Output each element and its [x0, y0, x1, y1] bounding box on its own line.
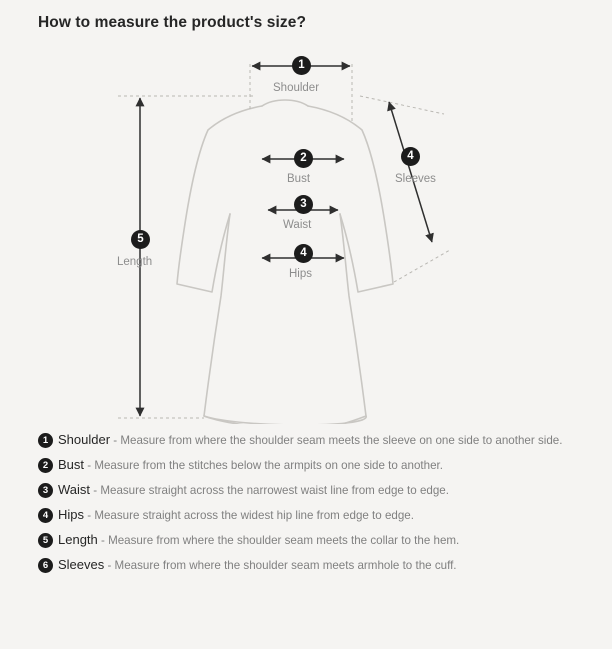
list-item	[38, 432, 578, 448]
label-length: Length	[117, 256, 153, 268]
list-item	[38, 482, 578, 498]
badge-hips: 4	[294, 244, 313, 263]
legend-badge: 2	[38, 458, 53, 473]
legend-desc: - Measure straight across the widest hip line from edge to edge.	[84, 509, 414, 522]
legend-term: Hips	[58, 507, 85, 522]
legend-desc: - Measure straight across the narrowest waist line from edge to edge.	[90, 484, 449, 497]
legend-desc: - Measure from the stitches below the armpits on one side to another.	[84, 459, 443, 472]
label-bust: Bust	[287, 173, 311, 185]
legend-badge: 3	[38, 483, 53, 498]
legend-term: Waist	[58, 482, 91, 497]
dress-illustration	[0, 44, 612, 424]
label-sleeves: Sleeves	[395, 173, 436, 185]
legend-term: Length	[58, 532, 98, 547]
badge-sleeves: 4	[401, 147, 420, 166]
badge-waist: 3	[294, 195, 313, 214]
badge-bust: 2	[294, 149, 313, 168]
badge-length: 5	[131, 230, 150, 249]
legend-desc: - Measure from where the shoulder seam meets the sleeve on one side to another side.	[110, 434, 563, 447]
legend-desc: - Measure from where the shoulder seam meets the collar to the hem.	[97, 534, 460, 547]
legend-badge: 6	[38, 558, 53, 573]
legend-term: Bust	[58, 457, 85, 472]
list-item	[38, 457, 578, 473]
label-waist: Waist	[283, 219, 312, 231]
measurement-diagram	[0, 44, 612, 424]
legend-list	[38, 432, 578, 582]
list-item	[38, 532, 578, 548]
label-hips: Hips	[289, 268, 313, 280]
legend-term: Shoulder	[58, 432, 111, 447]
list-item	[38, 557, 578, 573]
list-item	[38, 507, 578, 523]
legend-badge: 4	[38, 508, 53, 523]
label-shoulder: Shoulder	[273, 82, 320, 94]
legend-term: Sleeves	[58, 557, 105, 572]
legend-badge: 1	[38, 433, 53, 448]
arrow-sleeves	[389, 102, 432, 242]
badge-shoulder: 1	[292, 56, 311, 75]
legend-desc: - Measure from where the shoulder seam meets armhole to the cuff.	[104, 559, 457, 572]
legend-badge: 5	[38, 533, 53, 548]
page-title: How to measure the product's size?	[38, 14, 307, 31]
